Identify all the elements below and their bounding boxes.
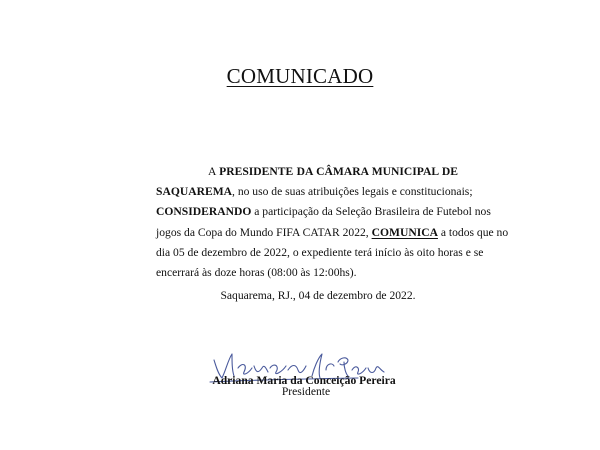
body-text-segment: a participação da Seleção Brasileira de Futebol nos	[251, 205, 491, 219]
document-title	[0, 64, 600, 89]
body-line-6: encerrará às doze horas (08:00 às 12:00hs).	[156, 266, 357, 280]
body-line-3	[156, 202, 491, 222]
comunica-keyword: COMUNICA	[371, 225, 438, 239]
body-line-4	[156, 223, 509, 243]
body-text-segment: a todos que no	[437, 225, 509, 239]
chamber-name: PRESIDENTE DA CÂMARA MUNICIPAL DE	[219, 165, 458, 178]
body-text-segment: A	[208, 165, 220, 178]
body-line-1	[156, 162, 458, 182]
place-and-date: Saquarema, RJ., 04 de dezembro de 2022.	[220, 289, 416, 302]
title-text: COMUNICADO	[226, 64, 374, 88]
signer-role: Presidente	[281, 385, 331, 398]
body-text-segment: , no uso de suas atribuições legais e constitucionais;	[232, 185, 473, 199]
signer-name: Adriana Maria da Conceição Pereira	[212, 374, 396, 387]
body-line-5: dia 05 de dezembro de 2022, o expediente terá início às oito horas e se	[156, 245, 484, 259]
body-line-2	[156, 182, 473, 202]
considerando-keyword: CONSIDERANDO	[156, 205, 252, 219]
city-name: SAQUAREMA	[156, 185, 233, 199]
announcement-body	[156, 162, 509, 283]
body-text-segment: jogos da Copa do Mundo FIFA CATAR 2022,	[156, 225, 372, 239]
